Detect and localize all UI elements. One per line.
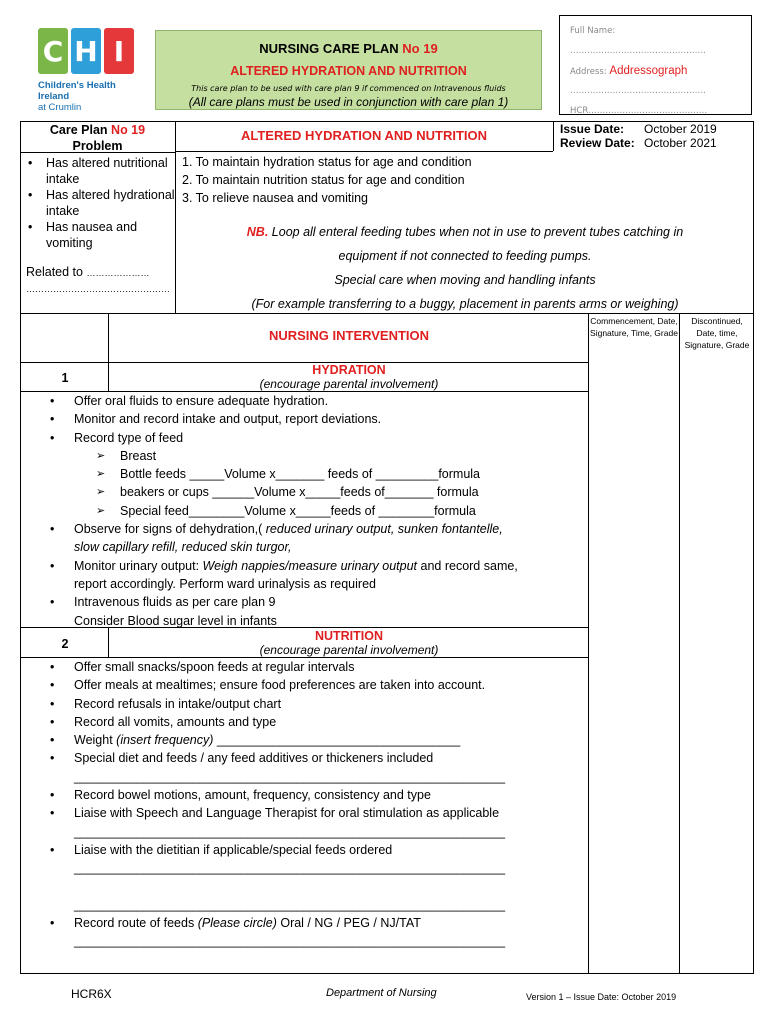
- list-item: • Offer meals at mealtimes; ensure food preferences are taken into account.: [50, 676, 588, 694]
- problem-heading: Problem: [72, 139, 123, 153]
- review-date: October 2021: [644, 136, 717, 150]
- chi-logo: [38, 28, 148, 118]
- list-item: • Offer oral fluids to ensure adequate hydration.: [50, 392, 588, 410]
- conjunction-note: (All care plans must be used in conjunction with care plan 1): [188, 95, 509, 109]
- write-in-line[interactable]: ______________________________________________________________: [74, 861, 506, 876]
- related-to-field[interactable]: Related to ………………… …………………………………………: [26, 265, 170, 294]
- aims-list: [182, 153, 582, 207]
- write-in-line[interactable]: ______________________________________________________________: [74, 824, 506, 839]
- address-field[interactable]: …………………………………………: [570, 86, 706, 96]
- logo-letter-i: I: [104, 28, 134, 74]
- feed-type-item: ➢ Special feed________Volume x_____feeds of ________formula: [50, 502, 588, 520]
- aim-title: ALTERED HYDRATION AND NUTRITION: [240, 128, 488, 143]
- list-item: • Liaise with Speech and Language Therapist for oral stimulation as applicable: [50, 804, 588, 822]
- logo-location: at Crumlin: [38, 102, 82, 113]
- discontinued-col-divider: [679, 313, 680, 974]
- full-name-label: Full Name:: [570, 26, 616, 36]
- feed-type-item: ➢ Bottle feeds _____Volume x_______ feeds of _________formula: [50, 465, 588, 483]
- list-item: • Record refusals in intake/output chart: [50, 695, 588, 713]
- issue-date: October 2019: [644, 122, 717, 136]
- problem-item: • Has altered hydrational intake: [28, 187, 178, 219]
- address-value[interactable]: Addressograph: [609, 65, 688, 77]
- commencement-column-heading: Commencement, Date, Signature, Time, Grade: [590, 316, 678, 338]
- aim-head-divider: [175, 151, 553, 152]
- list-item: • Record route of feeds (Please circle) Oral / NG / PEG / NJ/TAT: [50, 914, 588, 932]
- list-item: • Liaise with the dietitian if applicable/special feeds ordered: [50, 841, 588, 859]
- aim-item: 3. To relieve nausea and vomiting: [182, 191, 368, 205]
- nursing-intervention-heading: NURSING INTERVENTION: [268, 328, 430, 343]
- usage-note: This care plan to be used with care plan 9 if commenced on Intravenous fluids: [191, 84, 506, 93]
- list-item: • Record bowel motions, amount, frequency, consistency and type: [50, 786, 588, 804]
- nutrition-list: [50, 658, 588, 951]
- care-plan-heading: Care Plan No 19 Problem: [20, 122, 175, 154]
- nb-note: NB. Loop all enteral feeding tubes when not in use to prevent tubes catching in equipment if not connected to feeding pumps. Special care when moving and handling infants (For example transferring to a buggy, placement in parents arms or weighing): [246, 225, 684, 311]
- write-in-line[interactable]: ______________________________________________________________: [74, 897, 506, 912]
- list-item: • Record type of feed: [50, 429, 588, 447]
- list-item: • Monitor urinary output: Weigh nappies/measure urinary output and record same,: [50, 557, 588, 575]
- list-item: • Intravenous fluids as per care plan 9: [50, 593, 588, 611]
- list-item: • Record all vomits, amounts and type: [50, 713, 588, 731]
- feed-type-item: ➢ beakers or cups ______Volume x_____feeds of_______ formula: [50, 483, 588, 501]
- page-title: NURSING CARE PLAN No 19: [259, 41, 438, 56]
- problem-item: • Has nausea and vomiting: [28, 219, 178, 251]
- form-code: HCR6X: [71, 987, 112, 1001]
- problem-list: [28, 155, 178, 251]
- write-in-line[interactable]: ______________________________________________________________: [74, 769, 506, 784]
- hydration-heading: HYDRATION (encourage parental involvement): [259, 363, 439, 391]
- address-row: Address: Addressograph: [570, 65, 688, 77]
- issue-divider: [553, 121, 554, 151]
- aim-item: 2. To maintain nutrition status for age and condition: [182, 173, 465, 187]
- section-number: 2: [61, 637, 69, 651]
- feed-type-item: ➢ Breast: [50, 447, 588, 465]
- patient-details-box: [559, 15, 752, 115]
- list-item: • Monitor and record intake and output, report deviations.: [50, 410, 588, 428]
- title-box: [155, 30, 542, 110]
- problem-item: • Has altered nutritional intake: [28, 155, 178, 187]
- list-item: • Weight (insert frequency) ___________________________________: [50, 731, 588, 749]
- hydration-list: • Offer oral fluids to ensure adequate hydration. • Monitor and record intake and output, report deviations. • Record type of feed ➢ Breast ➢ Bottle feeds _____Volume x_______ feeds of _________formula ➢ beakers or cups ______Volume x_____feeds of_______ formula ➢ Special feed________Volume x_____feeds of ________formula • Observe for signs of dehydration,( reduced urinary output, sunken fontantelle, slow capillary refill, reduced skin turgor, • Monitor urinary output: Weigh nappies/measure urinary output and record same, report accordingly. Perform ward urinalysis as required • Intravenous fluids as per care plan 9 Consider Blood sugar level in infants: [50, 392, 588, 630]
- full-name-field[interactable]: …………………………………………: [570, 46, 706, 56]
- logo-name: Children's Health Ireland: [38, 80, 116, 102]
- hcr-field[interactable]: HCR……………………………………: [570, 106, 708, 116]
- write-in-line[interactable]: ______________________________________________________________: [74, 934, 506, 949]
- page-subtitle: ALTERED HYDRATION AND NUTRITION: [230, 64, 467, 78]
- logo-letter-c: C: [38, 28, 68, 74]
- section-number: 1: [61, 371, 69, 385]
- commence-col-divider: [588, 313, 589, 974]
- department: Department of Nursing: [326, 987, 437, 999]
- list-item: • Observe for signs of dehydration,( reduced urinary output, sunken fontantelle,: [50, 520, 588, 538]
- nutrition-heading: NUTRITION (encourage parental involvement): [259, 629, 439, 657]
- logo-letter-h: H: [71, 28, 101, 74]
- version-info: Version 1 – Issue Date: October 2019: [526, 992, 677, 1002]
- discontinued-column-heading: Discontinued, Date, time, Signature, Grade: [684, 316, 750, 350]
- list-item: • Special diet and feeds / any feed additives or thickeners included: [50, 749, 588, 767]
- list-item: • Offer small snacks/spoon feeds at regular intervals: [50, 658, 588, 676]
- issue-dates: Issue Date: October 2019 Review Date: October 2021: [560, 122, 717, 150]
- aim-item: 1. To maintain hydration status for age and condition: [182, 155, 472, 169]
